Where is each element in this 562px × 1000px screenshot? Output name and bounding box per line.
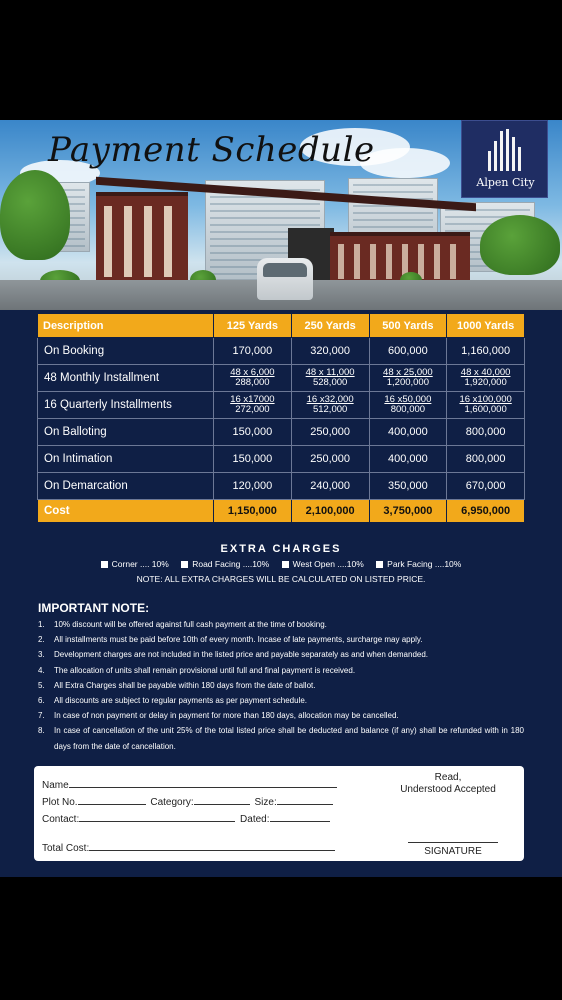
table-cell: 170,000 [214, 338, 292, 365]
installment-total: 800,000 [390, 404, 426, 415]
installment-formula: 16 x17000 [230, 394, 275, 405]
total-cell: 1,150,000 [214, 500, 292, 523]
size-label: Size: [254, 797, 277, 808]
table-cell [214, 365, 292, 392]
plot-no-label: Plot No. [42, 797, 78, 808]
car-illustration [257, 258, 313, 300]
category-label: Category: [150, 797, 194, 808]
row-label: On Demarcation [38, 473, 214, 500]
list-item: 7. In case of non payment or delay in payment for more than 180 days, allocation may be cancelled. [38, 711, 399, 721]
installment-formula: 16 x32,000 [306, 394, 354, 405]
extra-charges-list [0, 559, 562, 569]
table-row [38, 473, 525, 500]
extra-charges-note: NOTE: ALL EXTRA CHARGES WILL BE CALCULATED ON LISTED PRICE. [136, 574, 426, 584]
contact-field[interactable] [79, 812, 235, 822]
total-cell: 6,950,000 [447, 500, 525, 523]
acceptance-text: Read, Understood Accepted [400, 772, 496, 795]
table-cell: 400,000 [369, 419, 447, 446]
hero-image [0, 120, 562, 310]
extra-charge-item: Road Facing ....10% [181, 559, 269, 569]
table-cell [447, 365, 525, 392]
table-cell [369, 365, 447, 392]
row-label: 48 Monthly Installment [38, 365, 214, 392]
square-bullet-icon [282, 561, 289, 568]
installment-total: 1,920,000 [464, 377, 507, 388]
total-cost-row [38, 500, 525, 523]
row-label: 16 Quarterly Installments [38, 392, 214, 419]
table-cell: 120,000 [214, 473, 292, 500]
extra-charge-item: West Open ....10% [282, 559, 364, 569]
list-item: 8. In case of cancellation of the unit 25% of the total listed price shall be deducted and balance (if any) shall be refunded with in 180 days from the date of cancellation. [38, 726, 524, 751]
square-bullet-icon [181, 561, 188, 568]
extra-charges-title: EXTRA CHARGES [220, 543, 342, 555]
installment-formula: 16 x50,000 [384, 394, 432, 405]
installment-total: 528,000 [312, 377, 348, 388]
installment-total: 512,000 [312, 404, 348, 415]
payment-schedule-poster [0, 120, 562, 877]
installment-formula: 48 x 40,000 [460, 367, 511, 378]
extra-charge-item: Corner .... 10% [101, 559, 169, 569]
payment-schedule-table [37, 313, 525, 523]
row-label: On Balloting [38, 419, 214, 446]
installment-total: 288,000 [235, 377, 270, 388]
important-note-title: IMPORTANT NOTE: [38, 601, 150, 615]
contact-label: Contact: [42, 814, 80, 825]
important-note-list [38, 617, 524, 754]
list-item: 2. All installments must be paid before 10th of every month. Incase of late payments, surcharge may apply. [38, 635, 423, 645]
table-cell: 320,000 [291, 338, 369, 365]
table-cell: 350,000 [369, 473, 447, 500]
extra-charge-item: Park Facing ....10% [376, 559, 461, 569]
table-cell: 250,000 [291, 446, 369, 473]
installment-formula: 48 x 6,000 [230, 367, 275, 378]
column-header: Description [38, 314, 214, 338]
list-item: 4. The allocation of units shall remain provisional until full and final payment is received. [38, 665, 356, 675]
brand-logo [461, 120, 548, 198]
column-header: 250 Yards [291, 314, 369, 338]
table-cell [369, 392, 447, 419]
row-label: On Booking [38, 338, 214, 365]
brand-name: Alpen City [476, 176, 535, 189]
installment-total: 1,600,000 [464, 404, 507, 415]
table-row [38, 338, 525, 365]
skyline-icon [488, 129, 524, 171]
table-cell [214, 392, 292, 419]
row-label: Cost [38, 500, 214, 523]
table-cell: 240,000 [291, 473, 369, 500]
application-form [34, 766, 524, 861]
table-row [38, 419, 525, 446]
table-cell [447, 392, 525, 419]
total-cost-label: Total Cost: [42, 843, 90, 854]
total-cell: 2,100,000 [291, 500, 369, 523]
column-header: 125 Yards [214, 314, 292, 338]
column-header: 1000 Yards [447, 314, 525, 338]
list-item: 6. All discounts are subject to regular payments as per payment schedule. [38, 696, 308, 706]
total-cost-field[interactable] [89, 841, 335, 851]
installment-formula: 48 x 11,000 [305, 367, 355, 378]
table-header-row [38, 314, 525, 338]
table-cell: 250,000 [291, 419, 369, 446]
list-item: 1. 10% discount will be offered against full cash payment at the time of booking. [38, 620, 327, 629]
column-header: 500 Yards [369, 314, 447, 338]
signature-line[interactable]: SIGNATURE [408, 842, 498, 857]
table-cell: 670,000 [447, 473, 525, 500]
row-label: On Intimation [38, 446, 214, 473]
size-field[interactable] [277, 795, 333, 805]
list-item: 5. All Extra Charges shall be payable within 180 days from the date of ballot. [38, 680, 316, 690]
table-row [38, 446, 525, 473]
square-bullet-icon [101, 561, 108, 568]
table-cell: 150,000 [214, 446, 292, 473]
table-cell [291, 392, 369, 419]
installment-formula: 48 x 25,000 [383, 367, 433, 378]
table-cell: 1,160,000 [447, 338, 525, 365]
square-bullet-icon [376, 561, 383, 568]
table-cell [291, 365, 369, 392]
table-row [38, 365, 525, 392]
dated-label: Dated: [240, 814, 270, 825]
table-cell: 400,000 [369, 446, 447, 473]
dated-field[interactable] [270, 812, 330, 822]
category-field[interactable] [194, 795, 250, 805]
list-item: 3. Development charges are not included in the listed price and payable separately as and when demanded. [38, 650, 429, 660]
table-cell: 600,000 [369, 338, 447, 365]
name-label: Name [42, 780, 69, 791]
page-title: Payment Schedule [48, 130, 375, 170]
installment-total: 1,200,000 [386, 377, 429, 388]
name-field[interactable] [69, 778, 337, 788]
installment-formula: 16 x100,000 [459, 394, 512, 405]
table-cell: 800,000 [447, 446, 525, 473]
installment-total: 272,000 [235, 404, 270, 415]
table-cell: 800,000 [447, 419, 525, 446]
table-row [38, 392, 525, 419]
plot-no-field[interactable] [78, 795, 146, 805]
table-cell: 150,000 [214, 419, 292, 446]
total-cell: 3,750,000 [369, 500, 447, 523]
